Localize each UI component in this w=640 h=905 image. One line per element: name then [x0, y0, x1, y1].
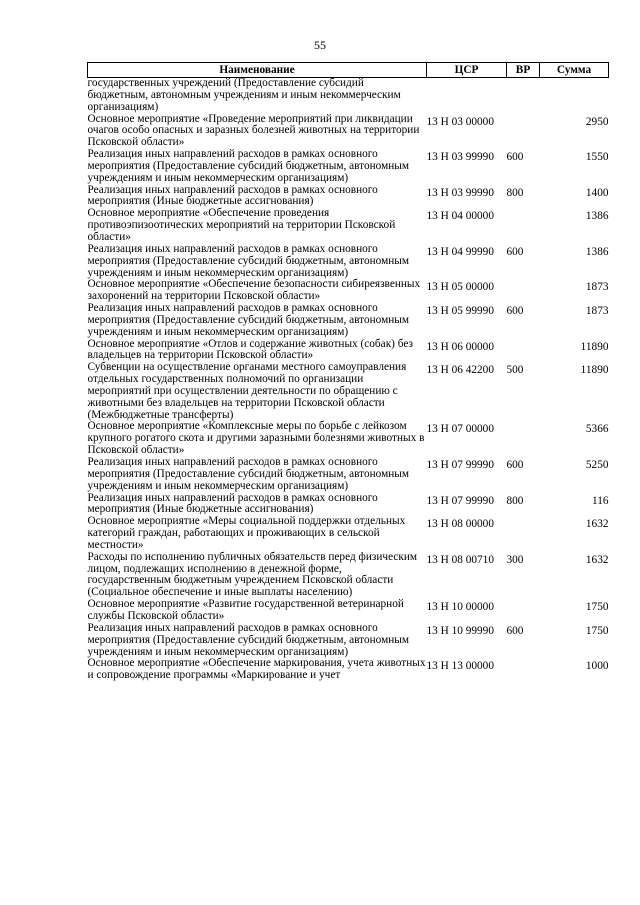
row-name-cell: Основное мероприятие «Обеспечение проведения противоэпизоотических мероприятий на территории Псковской области» [87, 207, 396, 243]
row-csr-cell: 13 Н 08 00000 [426, 518, 494, 531]
row-vr-cell: 800 [506, 494, 524, 507]
row-sum-cell: 5250 [585, 459, 609, 471]
table-body [88, 78, 609, 683]
row-csr-cell: 13 Н 13 00000 [426, 660, 494, 673]
table-row [88, 421, 609, 457]
row-vr-cell: 800 [506, 186, 524, 199]
row-sum-cell: 1400 [585, 186, 609, 199]
row-csr-cell: 13 Н 05 99990 [426, 305, 494, 318]
row-csr-cell: 13 Н 03 99990 [426, 151, 494, 164]
row-vr-cell [507, 339, 540, 363]
row-name-cell: Субвенции на осуществление органами местного самоуправления отдельных государственных полномочий по организации мероприятий при осуществлении деятельности по обращению с животными без владельцев на территории Псковской области (Межбюджетные трансферты) [87, 361, 407, 421]
row-name-cell: Реализация иных направлений расходов в рамках основного мероприятия (Предоставление субсидий бюджетным, автономным учреждениям и иным некоммерческим организациям) [87, 302, 410, 338]
table-row [88, 599, 609, 623]
row-vr-cell [507, 279, 540, 303]
row-name-cell: Реализация иных направлений расходов в рамках основного мероприятия (Иные бюджетные ассигнования) [87, 183, 378, 208]
table-row [88, 339, 609, 363]
header-name: Наименование [88, 63, 427, 78]
table-header-row [88, 63, 609, 78]
row-sum-cell [540, 78, 609, 114]
row-sum-cell: 1632 [585, 518, 609, 531]
row-name-cell: Основное мероприятие «Отлов и содержание животных (собак) без владельцев на территории Псковской области» [87, 337, 413, 362]
row-vr-cell: 600 [506, 305, 524, 318]
row-csr-cell: 13 Н 05 00000 [426, 281, 494, 294]
header-sum: Сумма [540, 63, 609, 78]
row-name-cell: Основное мероприятие «Развитие государственной ветеринарной службы Псковской области» [87, 598, 404, 622]
row-sum-cell: 1386 [585, 245, 609, 258]
row-vr-cell [507, 208, 540, 244]
table-row [88, 185, 609, 209]
row-csr-cell: 13 Н 03 00000 [426, 115, 494, 128]
row-sum-cell: 116 [591, 494, 609, 507]
table-row [88, 279, 609, 303]
row-sum-cell: 11890 [580, 340, 609, 353]
table-row [88, 516, 609, 552]
row-sum-cell: 5366 [585, 423, 609, 436]
row-name-cell: Основное мероприятие «Меры социальной поддержки отдельных категорий граждан, работающих и проживающих в сельской местности» [87, 515, 406, 551]
row-sum-cell: 2950 [585, 115, 609, 128]
row-vr-cell: 600 [506, 459, 524, 471]
row-csr-cell: 13 Н 10 00000 [426, 601, 494, 614]
budget-table [87, 62, 609, 682]
row-vr-cell [507, 421, 540, 457]
row-name-cell: Основное мероприятие «Обеспечение маркирования, учета животных и сопровождение программы «Маркирование и учет [87, 657, 426, 682]
row-csr-cell: 13 Н 08 00710 [426, 553, 494, 566]
row-name-cell: Реализация иных направлений расходов в рамках основного мероприятия (Предоставление субсидий бюджетным, автономным учреждениям и иным некоммерческим организациям) [87, 456, 410, 492]
row-vr-cell [507, 599, 540, 623]
row-sum-cell: 1550 [585, 151, 609, 164]
row-sum-cell: 1750 [585, 624, 609, 637]
row-csr-cell: 13 Н 07 99990 [426, 459, 494, 471]
row-name-cell: Основное мероприятие «Обеспечение безопасности сибиреязвенных захоронений на территории Псковской области» [87, 278, 421, 303]
table-row [88, 623, 609, 659]
row-name-cell: Расходы по исполнению публичных обязательств перед физическим лицом, подлежащих исполнению в денежной форме, государственным бюджетным учреждением Псковской области (Социальное обеспечение и иные выплаты населению) [87, 550, 418, 599]
header-vr: ВР [507, 63, 540, 78]
row-vr-cell: 600 [506, 245, 524, 258]
header-csr: ЦСР [427, 63, 507, 78]
row-sum-cell: 11890 [580, 364, 609, 377]
row-name-cell: Основное мероприятие «Комплексные меры по борьбе с лейкозом крупного рогатого скота и другими заразными болезнями животных в Псковской области» [87, 420, 425, 457]
row-name-cell: Реализация иных направлений расходов в рамках основного мероприятия (Предоставление субсидий бюджетным, автономным учреждениям и иным некоммерческим организациям) [87, 148, 410, 184]
row-csr-cell: 13 Н 10 99990 [426, 624, 494, 637]
row-csr-cell: 13 Н 07 99990 [426, 494, 494, 507]
row-name-cell: Реализация иных направлений расходов в рамках основного мероприятия (Предоставление субсидий бюджетным, автономным учреждениям и иным некоммерческим организациям) [87, 621, 410, 658]
table-row [88, 362, 609, 421]
row-name-cell: Основное мероприятие «Проведение мероприятий при ликвидации очагов особо опасных и заразных болезней животных на территории Псковской области» [87, 112, 420, 149]
row-csr-cell: 13 Н 07 00000 [426, 423, 494, 436]
row-name-cell: Реализация иных направлений расходов в рамках основного мероприятия (Иные бюджетные ассигнования) [87, 491, 378, 516]
table-row [88, 303, 609, 339]
row-name-cell: государственных учреждений (Предоставление субсидий бюджетным, автономным учреждениям и иным некоммерческим организациям) [87, 77, 401, 113]
row-name-cell: Реализация иных направлений расходов в рамках основного мероприятия (Предоставление субсидий бюджетным, автономным учреждениям и иным некоммерческим организациям) [87, 242, 410, 279]
table-row [88, 552, 609, 599]
table-row [88, 244, 609, 280]
row-vr-cell [507, 78, 540, 114]
row-sum-cell: 1632 [585, 553, 609, 566]
row-csr-cell: 13 Н 03 99990 [426, 186, 494, 199]
table-row [88, 78, 609, 114]
row-csr-cell: 13 Н 06 42200 [426, 364, 494, 377]
row-vr-cell: 600 [506, 151, 524, 164]
table-row [88, 208, 609, 244]
row-sum-cell: 1873 [585, 281, 609, 294]
row-vr-cell: 300 [506, 553, 524, 566]
row-sum-cell: 1000 [585, 660, 609, 673]
row-vr-cell: 600 [506, 624, 524, 637]
page-number: 55 [314, 38, 326, 52]
row-csr-cell: 13 Н 06 00000 [426, 340, 494, 353]
row-vr-cell [507, 114, 540, 150]
table-row [88, 493, 609, 517]
table-row [88, 114, 609, 150]
table-row [88, 149, 609, 185]
row-vr-cell [507, 516, 540, 552]
row-vr-cell [507, 658, 540, 682]
row-csr-cell: 13 Н 04 99990 [426, 245, 494, 258]
table-row [88, 658, 609, 682]
row-sum-cell: 1750 [585, 601, 609, 614]
row-sum-cell: 1386 [585, 210, 609, 223]
row-sum-cell: 1873 [585, 305, 609, 318]
row-vr-cell: 500 [506, 364, 524, 377]
row-csr-cell [427, 78, 507, 114]
table-row [88, 457, 609, 493]
row-csr-cell: 13 Н 04 00000 [426, 210, 494, 223]
